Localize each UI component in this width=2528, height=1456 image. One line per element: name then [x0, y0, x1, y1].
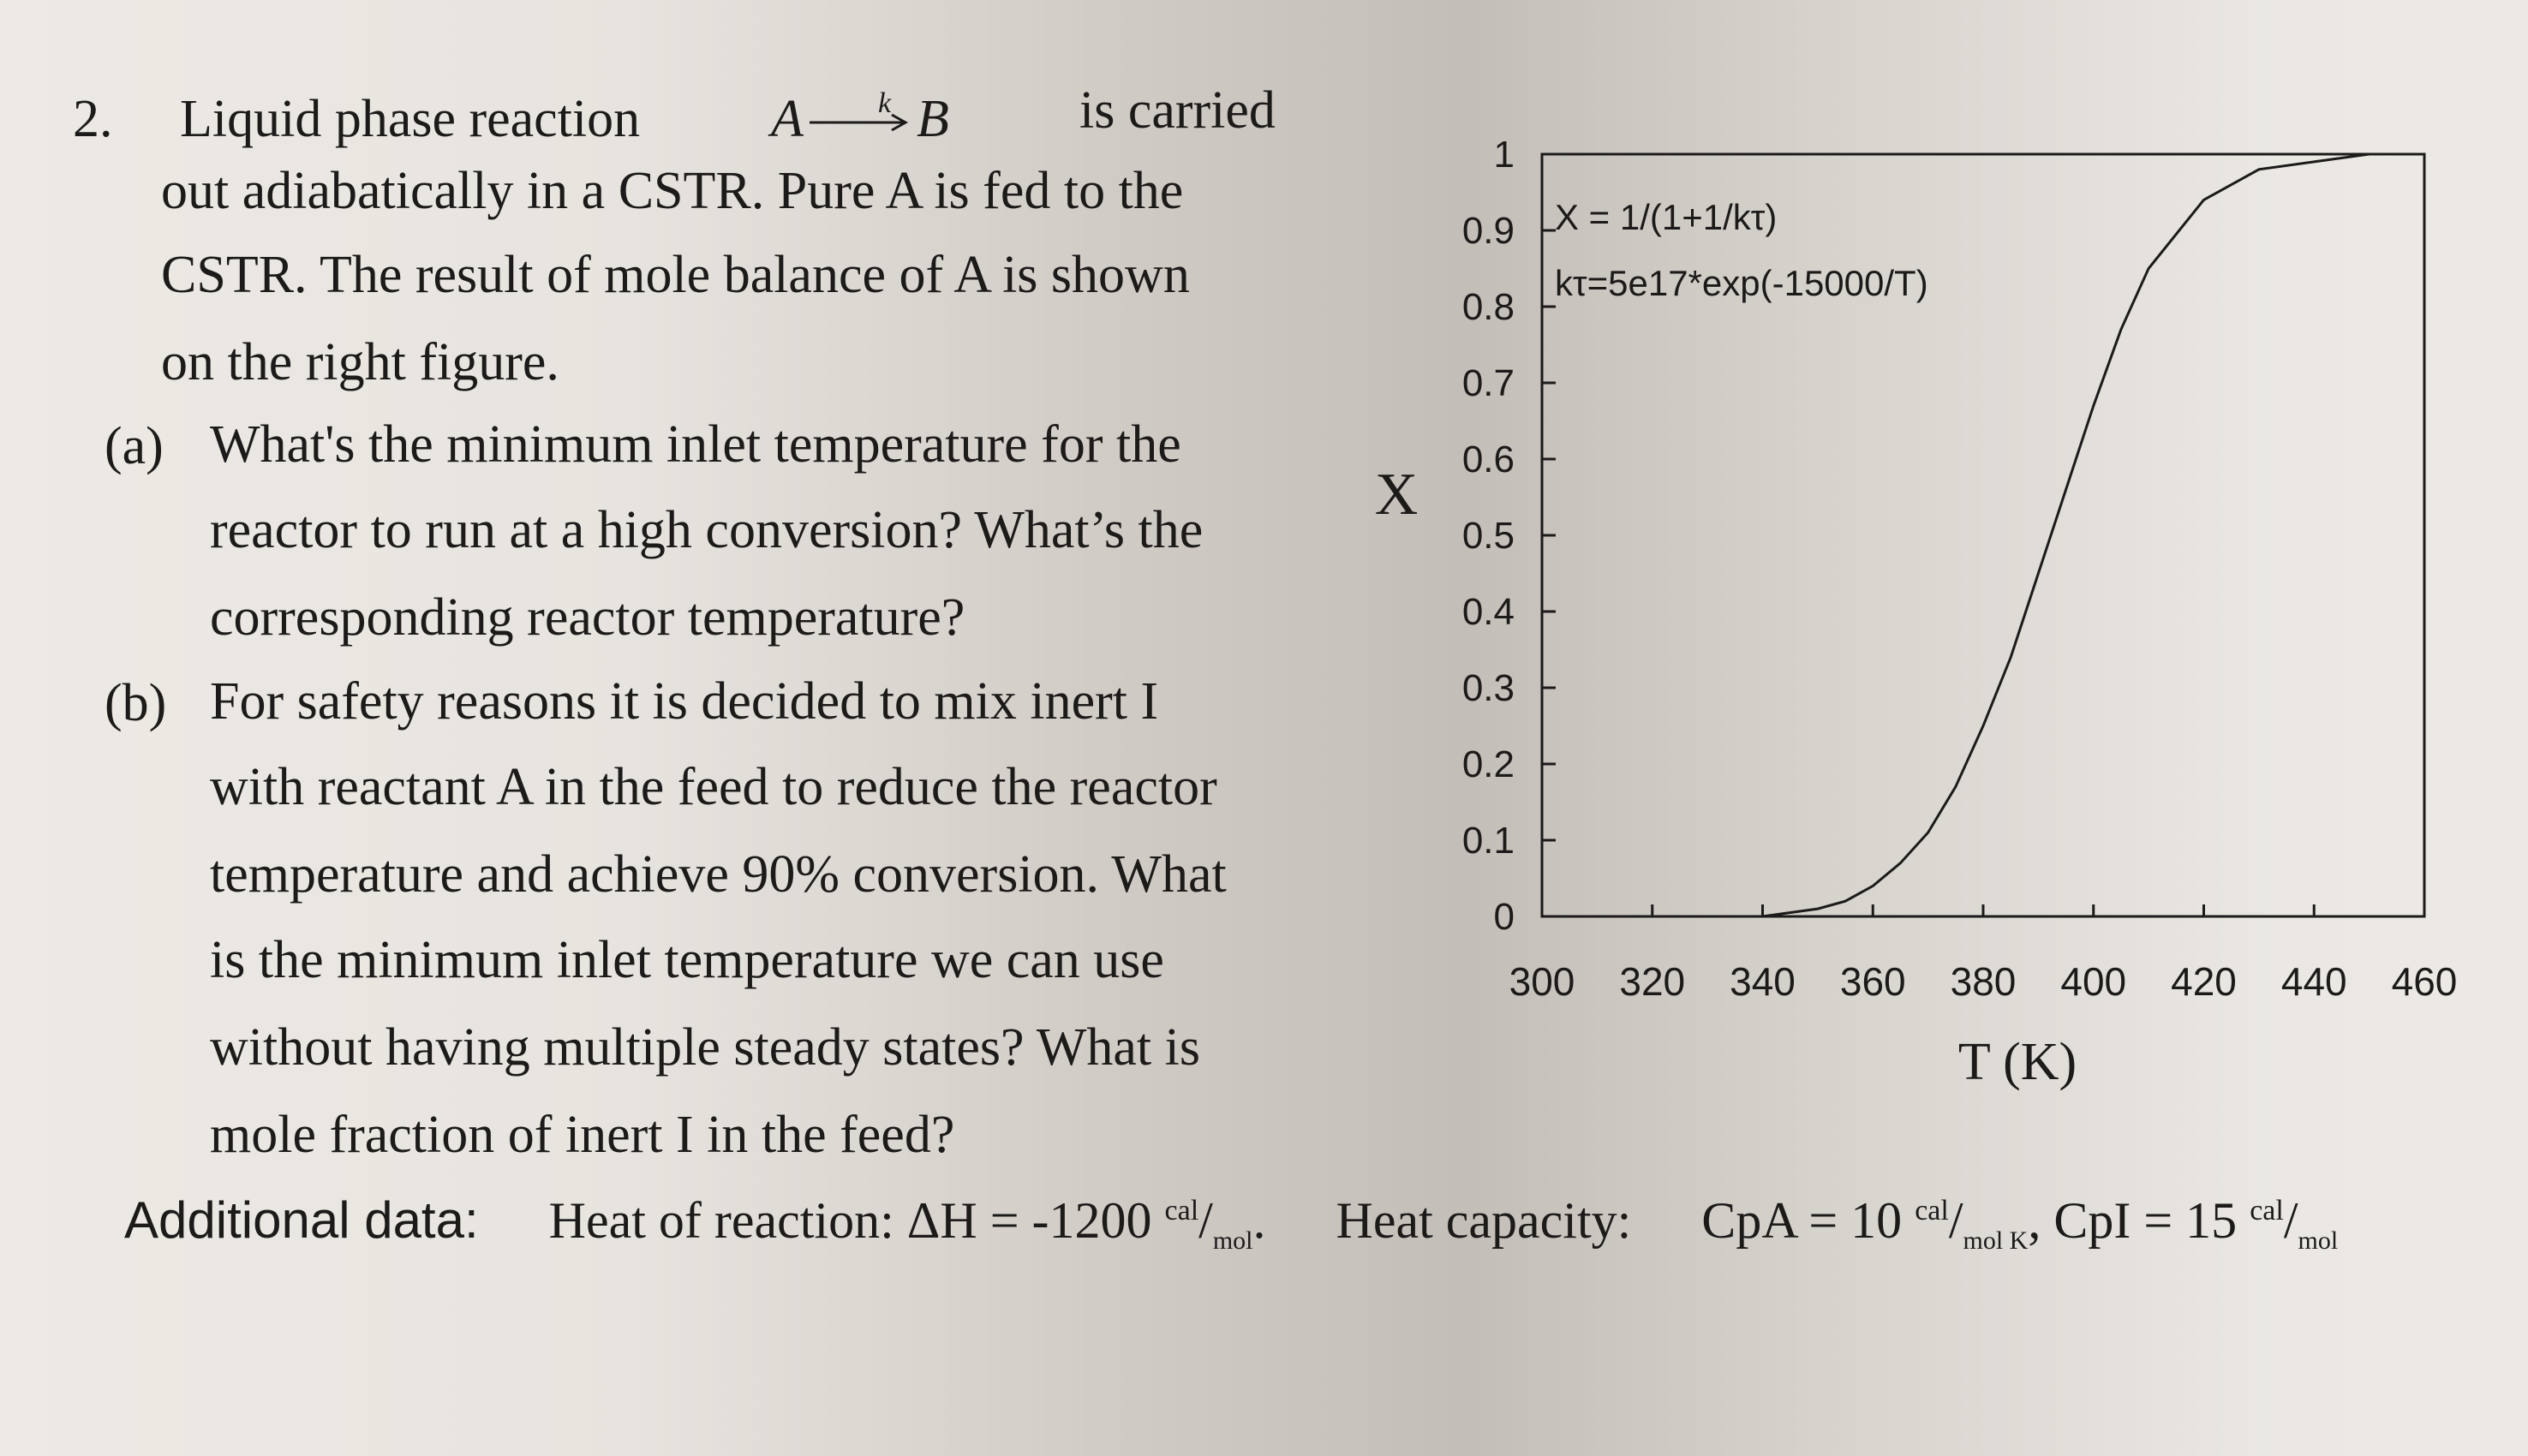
y-tick-label: 0.2 — [1461, 743, 1515, 785]
cpa-value: = 10 — [1808, 1192, 1903, 1249]
part-b-line3: temperature and achieve 90% conversion. What — [210, 845, 1227, 904]
question-line1b: is carried — [1079, 81, 1276, 140]
heat-of-reaction-unit-den: mol — [1212, 1226, 1253, 1255]
part-b-line6: mole fraction of inert I in the feed? — [210, 1106, 955, 1164]
part-b-line1: For safety reasons it is decided to mix inert I — [210, 672, 1159, 731]
heat-of-reaction-unit-num: cal — [1164, 1195, 1199, 1226]
cpi-symbol: CpI — [2053, 1192, 2131, 1249]
question-line3: CSTR. The result of mole balance of A is shown — [161, 246, 1190, 304]
x-tick-label: 400 — [2060, 959, 2127, 1004]
y-tick-label: 0.1 — [1461, 820, 1515, 862]
cpa-symbol: CpA — [1701, 1192, 1796, 1249]
y-tick-label: 1 — [1493, 134, 1515, 176]
part-b-line2: with reactant A in the feed to reduce the reactor — [210, 758, 1217, 816]
part-a-line3: corresponding reactor temperature? — [210, 588, 965, 647]
heat-of-reaction-value: ΔH = -1200 — [906, 1192, 1152, 1249]
heat-capacity-label: Heat capacity: — [1336, 1192, 1632, 1249]
additional-data: Additional data: Heat of reaction: ΔH = -1200 $^{cal}/_{mol}$. Heat capacity: CpA = 10 $^{cal}/_{mol K}$, CpI = 15 $^{cal}/_{mol}$ — [124, 1191, 2339, 1255]
y-tick-label: 0.3 — [1461, 667, 1515, 709]
x-tick-label: 440 — [2280, 959, 2347, 1004]
x-tick-label: 300 — [1509, 959, 1575, 1004]
cpa-unit-den: mol K — [1963, 1226, 2029, 1255]
part-b-label: (b) — [105, 674, 167, 732]
x-tick-label: 380 — [1950, 959, 2017, 1004]
cpi-unit-den: mol — [2298, 1226, 2339, 1255]
heat-of-reaction-label: Heat of reaction: — [548, 1192, 894, 1249]
cpa-unit-num: cal — [1915, 1195, 1949, 1226]
part-b-line4: is the minimum inlet temperature we can use — [210, 931, 1164, 989]
y-tick-label: 0 — [1493, 896, 1515, 938]
reaction-reactant: A — [771, 90, 804, 148]
question-line1a: Liquid phase reaction — [180, 90, 641, 148]
cpi-unit-num: cal — [2250, 1195, 2284, 1226]
x-tick-label: 460 — [2391, 959, 2458, 1004]
additional-data-label: Additional data: — [124, 1191, 479, 1249]
question-number: 2. — [73, 90, 113, 148]
y-axis-label: X — [1374, 462, 1419, 528]
part-a-label: (a) — [105, 417, 164, 475]
cpi-value: = 15 — [2143, 1192, 2238, 1249]
y-tick-label: 0.5 — [1461, 515, 1515, 557]
x-axis-label: T (K) — [1957, 1033, 2077, 1091]
question-line2: out adiabatically in a CSTR. Pure A is fed to the — [161, 162, 1184, 220]
annotation-equation: X = 1/(1+1/kτ) — [1555, 197, 1778, 237]
x-tick-label: 360 — [1839, 959, 1906, 1004]
part-b-line5: without having multiple steady states? What is — [210, 1018, 1200, 1077]
reaction-rate-constant: k — [878, 87, 892, 119]
x-tick-label: 320 — [1619, 959, 1686, 1004]
y-tick-label: 0.9 — [1461, 210, 1515, 252]
y-tick-label: 0.7 — [1461, 362, 1515, 404]
reaction-product: B — [917, 90, 949, 148]
y-tick-label: 0.8 — [1461, 286, 1515, 328]
part-a-line1: What's the minimum inlet temperature for the — [210, 415, 1181, 474]
x-tick-label: 340 — [1730, 959, 1796, 1004]
question-line4: on the right figure. — [161, 333, 559, 391]
y-tick-label: 0.4 — [1461, 591, 1515, 633]
part-a-line2: reactor to run at a high conversion? What’s the — [210, 501, 1204, 559]
x-tick-label: 420 — [2171, 959, 2237, 1004]
y-tick-label: 0.6 — [1461, 439, 1515, 480]
annotation-rate: kτ=5e17*exp(-15000/T) — [1555, 263, 1928, 303]
